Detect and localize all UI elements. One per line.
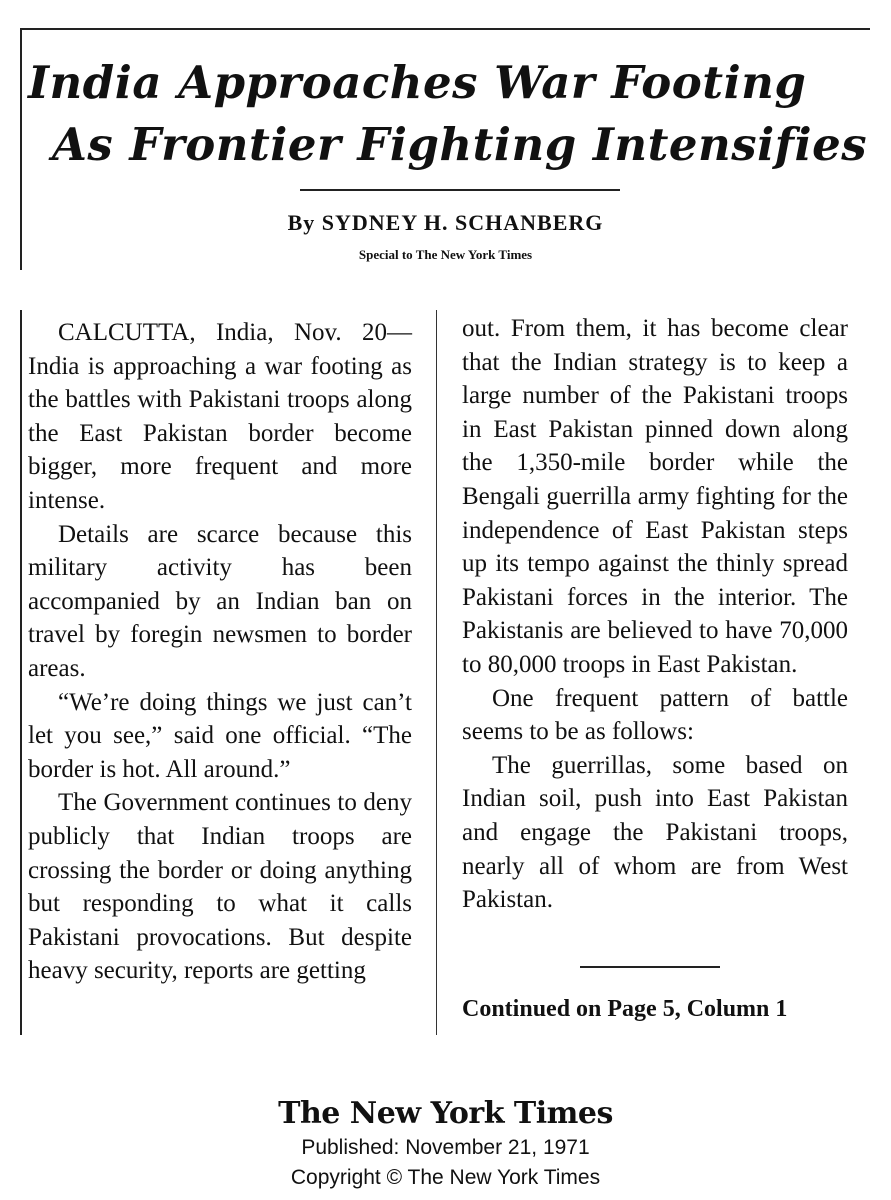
headline-line-1: India Approaches War Footing — [28, 56, 807, 109]
column-divider — [436, 310, 437, 1035]
paragraph: out. From them, it has become clear that the Indian strategy is to keep a large number of the Pakistani troops in East Pakistan pinned down along the 1,350-mile border while the Bengali guerrilla army fighting for the independence of East Pakistan steps up its tempo against the thinly spread Pakistani forces in the interior. The Pakistanis are believed to have 70,000 to 80,000 troops in East Pakistan. — [462, 315, 848, 678]
paragraph: “We’re doing things we just can’t let you see,” said one official. “The border is hot. All around.” — [28, 688, 412, 783]
left-border-rule-lower — [20, 310, 22, 1035]
nyt-logo: The New York Times — [278, 1096, 613, 1131]
copyright-notice: Copyright © The New York Times — [290, 1166, 601, 1189]
paragraph: The guerrillas, some based on Indian soil, push into East Pakistan and engage the Pakistani troops, nearly all of whom are from West Pakistan. — [462, 751, 848, 914]
published-date: Published: November 21, 1971 — [301, 1136, 590, 1159]
headline-line-2: As Frontier Fighting Intensifies — [52, 118, 868, 171]
paragraph: Details are scarce because this military activity has been accompanied by an Indian ban on travel by foregin newsmen to border areas. — [28, 520, 412, 682]
article-column-right — [462, 312, 848, 917]
headline — [28, 52, 868, 176]
headline-divider — [300, 189, 620, 191]
byline: By SYDNEY H. SCHANBERG — [287, 210, 604, 235]
special-credit: Special to The New York Times — [358, 247, 533, 262]
top-border-rule — [20, 28, 870, 30]
continued-note: Continued on Page 5, Column 1 — [462, 996, 788, 1022]
continued-divider — [580, 966, 720, 968]
paragraph: One frequent pattern of battle seems to be as follows: — [462, 684, 848, 746]
paragraph: CALCUTTA, India, Nov. 20— India is approaching a war footing as the battles with Pakistani troops along the East Pakistan border become bigger, more frequent and more intense. — [28, 319, 412, 514]
article-column-left — [28, 316, 412, 988]
paragraph: The Government continues to deny publicly that Indian troops are crossing the border or doing anything but responding to what it calls Pakistani provocations. But despite heavy security, reports are getting — [28, 789, 412, 985]
